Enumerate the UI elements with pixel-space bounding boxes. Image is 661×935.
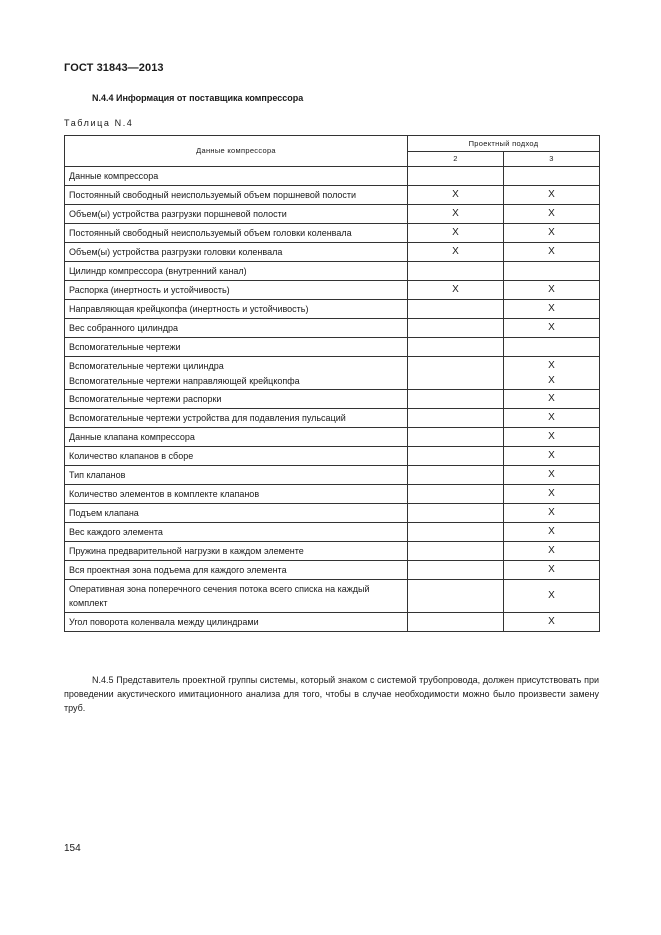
table-row: [65, 167, 600, 186]
row-label: Объем(ы) устройства разгрузки поршневой полости: [65, 205, 408, 224]
table-row: [65, 300, 600, 319]
row-label: Вспомогательные чертежи: [65, 338, 408, 357]
cell-approach-3-line-1: X: [548, 359, 555, 371]
row-label: Пружина предварительной нагрузки в каждом элементе: [65, 542, 408, 561]
cell-approach-3: X: [504, 300, 600, 319]
cell-approach-3: X: [504, 428, 600, 447]
row-label: Подъем клапана: [65, 504, 408, 523]
cell-approach-2: [408, 504, 504, 523]
cell-approach-2: [408, 523, 504, 542]
row-label: Вся проектная зона подъема для каждого элемента: [65, 561, 408, 580]
table-row: [65, 338, 600, 357]
row-label: Цилиндр компрессора (внутренний канал): [65, 262, 408, 281]
table-row: [65, 281, 600, 300]
row-label: Оперативная зона поперечного сечения потока всего списка на каждый комплект: [65, 580, 408, 613]
table-row: [65, 428, 600, 447]
cell-approach-3: X: [504, 409, 600, 428]
cell-approach-3: X: [504, 243, 600, 262]
row-label: Количество клапанов в сборе: [65, 447, 408, 466]
cell-approach-3: X: [504, 186, 600, 205]
cell-approach-2: [408, 447, 504, 466]
table-row: [65, 409, 600, 428]
row-label: Данные компрессора: [65, 167, 408, 186]
cell-approach-2: [408, 319, 504, 338]
row-label: Угол поворота коленвала между цилиндрами: [65, 613, 408, 632]
cell-approach-2: [408, 409, 504, 428]
cell-approach-3-line-2: X: [548, 374, 555, 386]
table-row-double: [65, 357, 600, 390]
table-row-tall: [65, 580, 600, 613]
cell-approach-2: [408, 357, 504, 390]
column-header-design-approach: Проектный подход: [408, 136, 600, 152]
cell-approach-3: X: [504, 224, 600, 243]
table-row: [65, 466, 600, 485]
cell-approach-2: [408, 561, 504, 580]
row-label: Направляющая крейцкопфа (инертность и устойчивость): [65, 300, 408, 319]
cell-approach-3: X: [504, 542, 600, 561]
row-label: Постоянный свободный неиспользуемый объем поршневой полости: [65, 186, 408, 205]
cell-approach-3: X: [504, 390, 600, 409]
cell-approach-3: X: [504, 205, 600, 224]
cell-approach-2: X: [408, 243, 504, 262]
cell-approach-2: [408, 428, 504, 447]
row-label: Вспомогательные чертежи распорки: [65, 390, 408, 409]
cell-approach-3: [504, 167, 600, 186]
cell-approach-2: [408, 613, 504, 632]
page-number: 154: [64, 843, 81, 854]
cell-approach-2: [408, 542, 504, 561]
row-label: Тип клапанов: [65, 466, 408, 485]
cell-approach-2: X: [408, 224, 504, 243]
cell-approach-2: [408, 300, 504, 319]
column-header-approach-3: 3: [504, 152, 600, 167]
column-header-compressor-data: Данные компрессора: [65, 136, 408, 167]
row-label: Данные клапана компрессора: [65, 428, 408, 447]
cell-approach-3: [504, 262, 600, 281]
column-header-approach-2: 2: [408, 152, 504, 167]
cell-approach-2: X: [408, 205, 504, 224]
cell-approach-3: X: [504, 319, 600, 338]
cell-approach-2: [408, 167, 504, 186]
row-label: Количество элементов в комплекте клапанов: [65, 485, 408, 504]
cell-approach-3: X: [504, 447, 600, 466]
table-row: [65, 613, 600, 632]
row-label-line-1: Вспомогательные чертежи цилиндра: [69, 360, 224, 371]
table-row: [65, 390, 600, 409]
cell-approach-2: [408, 466, 504, 485]
cell-approach-3: X: [504, 281, 600, 300]
table-row: [65, 186, 600, 205]
cell-approach-3: X: [504, 561, 600, 580]
cell-approach-3: X: [504, 613, 600, 632]
row-label-line-2: Вспомогательные чертежи направляющей крейцкопфа: [69, 375, 300, 386]
cell-approach-2: X: [408, 186, 504, 205]
cell-approach-3: [504, 338, 600, 357]
table-row: [65, 504, 600, 523]
row-label: Вес собранного цилиндра: [65, 319, 408, 338]
cell-approach-3: X: [504, 523, 600, 542]
table-row: [65, 243, 600, 262]
compressor-data-table: [64, 135, 600, 632]
paragraph-n-4-5: N.4.5 Представитель проектной группы системы, который знаком с системой трубопровода, должен присутствовать при проведении акустического имитационного анализа для того, чтобы в случае необходимости можно было произвести замену труб.: [64, 675, 599, 713]
cell-approach-2: [408, 580, 504, 613]
cell-approach-3: X: [504, 466, 600, 485]
section-heading: N.4.4 Информация от поставщика компрессора: [92, 93, 304, 103]
row-label: Вспомогательные чертежи устройства для подавления пульсаций: [65, 409, 408, 428]
cell-approach-2: [408, 262, 504, 281]
cell-approach-3-double: [504, 357, 600, 390]
row-label-double: [65, 357, 408, 390]
cell-approach-2: [408, 390, 504, 409]
row-label: Вес каждого элемента: [65, 523, 408, 542]
row-label: Постоянный свободный неиспользуемый объем головки коленвала: [65, 224, 408, 243]
table-row: [65, 205, 600, 224]
cell-approach-3: X: [504, 485, 600, 504]
cell-approach-2: [408, 485, 504, 504]
row-label: Распорка (инертность и устойчивость): [65, 281, 408, 300]
cell-approach-3: X: [504, 580, 600, 613]
table-row: [65, 224, 600, 243]
table-row: [65, 485, 600, 504]
table-row: [65, 523, 600, 542]
cell-approach-3: X: [504, 504, 600, 523]
table-row: [65, 447, 600, 466]
standard-number: ГОСТ 31843—2013: [64, 62, 164, 74]
table-row: [65, 319, 600, 338]
table-row: [65, 262, 600, 281]
table-row: [65, 561, 600, 580]
row-label: Объем(ы) устройства разгрузки головки коленвала: [65, 243, 408, 262]
table-row: [65, 542, 600, 561]
cell-approach-2: [408, 338, 504, 357]
cell-approach-2: X: [408, 281, 504, 300]
table-caption: Таблица N.4: [64, 118, 134, 128]
